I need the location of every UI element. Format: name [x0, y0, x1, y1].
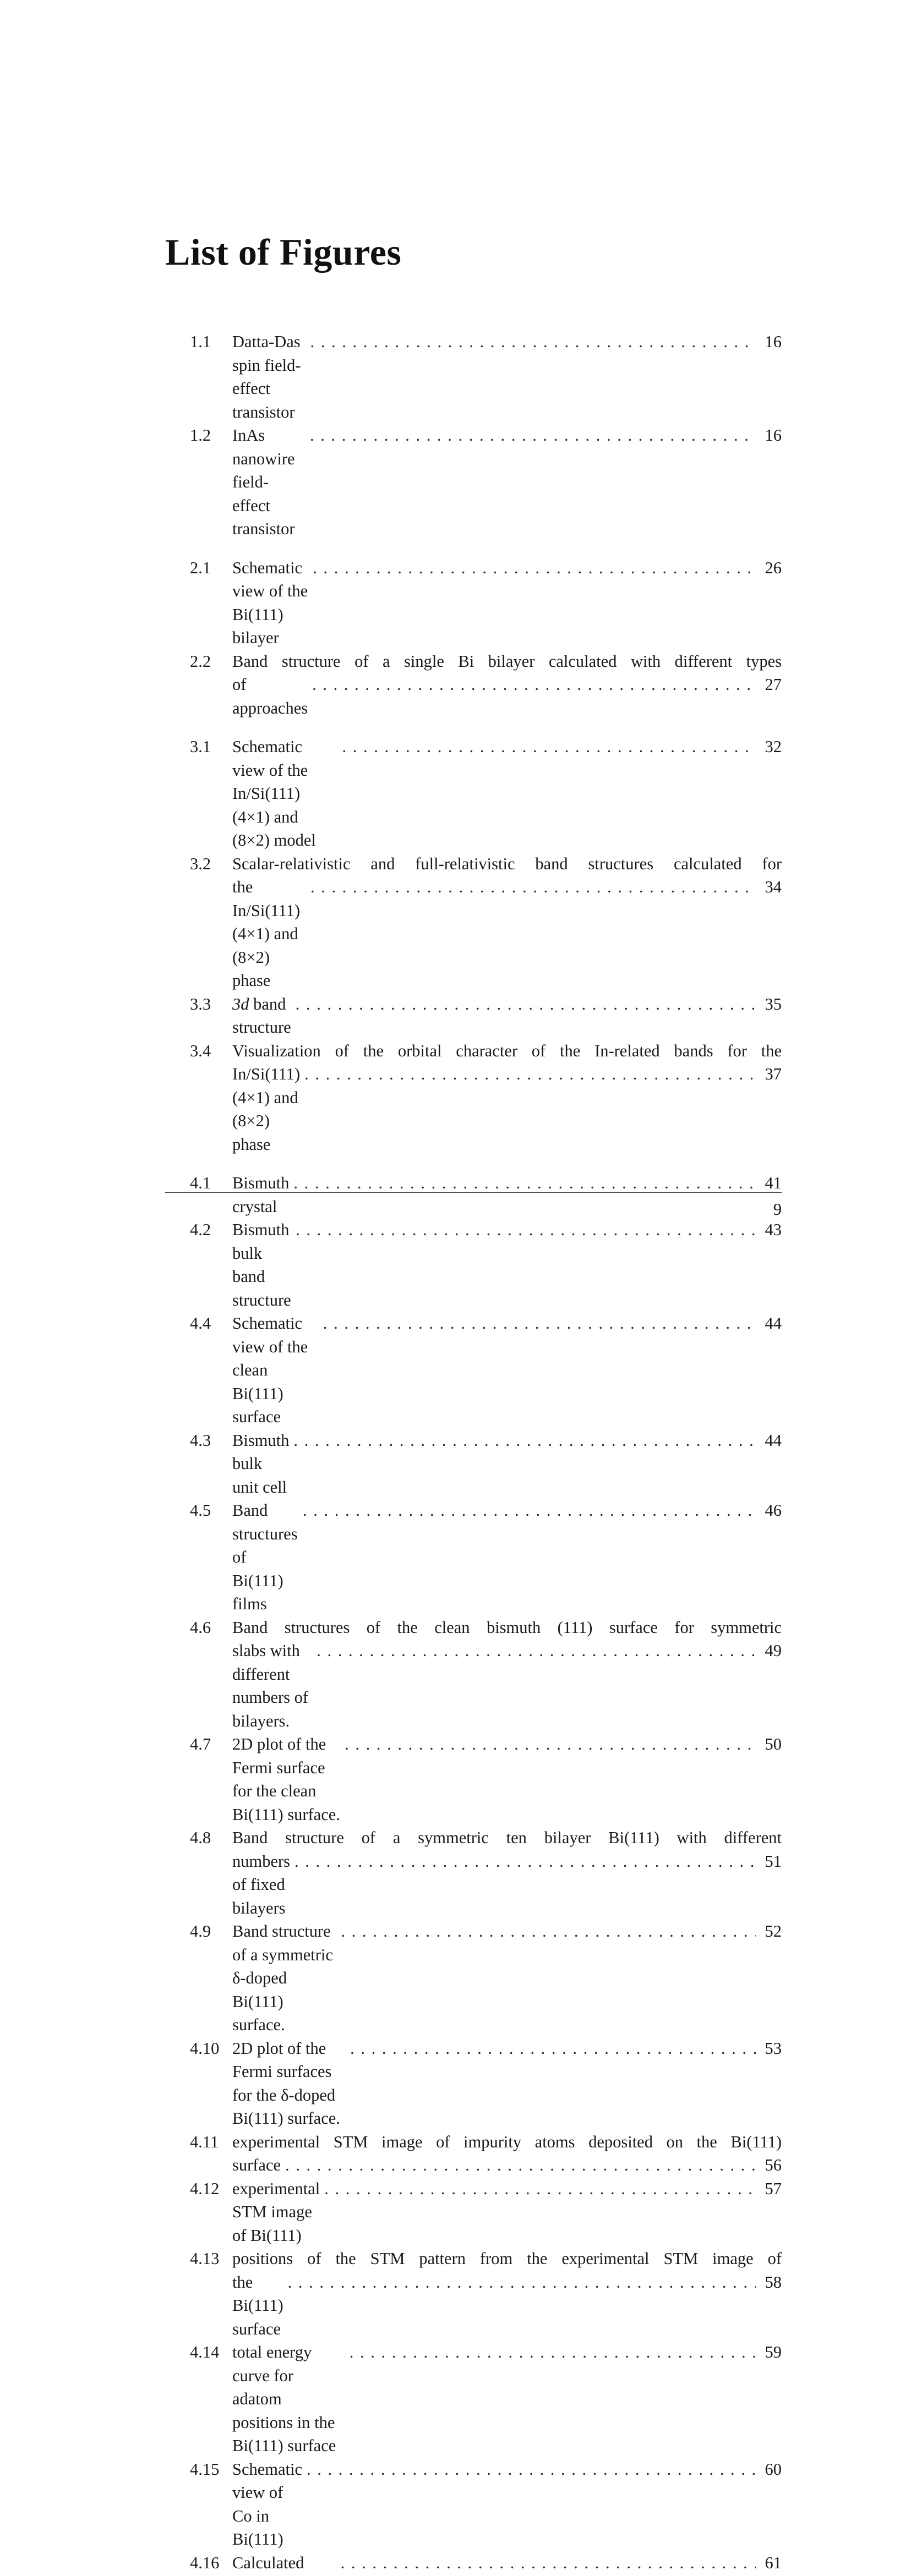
figure-page: 35 [756, 993, 782, 1016]
figure-entry[interactable] [190, 993, 782, 1039]
figure-entry[interactable] [190, 2341, 782, 2458]
figure-title: Bismuth bulk band structure [232, 1218, 291, 1312]
figure-entry[interactable] [190, 1171, 782, 1218]
figure-entry[interactable] [190, 1039, 782, 1157]
figure-title: Calculated [232, 2551, 336, 2576]
dot-leader [323, 1312, 756, 1335]
figure-title-line: Band structure of a symmetric ten bilayer Bi(111) with different [232, 1826, 782, 1850]
dot-leader [341, 1920, 756, 1943]
figure-title-line: Band structures of the clean bismuth (111) surface for symmetric [232, 1616, 782, 1640]
figure-page: 51 [756, 1850, 782, 1873]
figure-title: the Bi(111) surface [232, 2271, 283, 2341]
figure-number: 3.3 [190, 993, 211, 1016]
figure-title: Bismuth crystal [232, 1171, 289, 1218]
figure-number: 4.1 [190, 1171, 211, 1195]
figure-entry[interactable] [190, 735, 782, 852]
figure-page: 52 [756, 1920, 782, 1943]
figure-title-math: 3d [232, 995, 249, 1013]
figure-title: InAs nanowire field-effect transistor [232, 424, 306, 541]
footer-rule [165, 1192, 782, 1193]
figure-entry[interactable] [190, 1733, 782, 1826]
figure-page: 34 [756, 875, 782, 899]
figure-title-line: experimental STM image of impurity atoms deposited on the Bi(111) [232, 2130, 782, 2154]
figure-number: 4.6 [190, 1616, 211, 1640]
dot-leader [293, 1429, 756, 1453]
figure-title: numbers of fixed bilayers [232, 1850, 290, 1920]
figure-entry[interactable] [190, 1312, 782, 1429]
figure-entry[interactable] [190, 2551, 782, 2576]
figure-entry[interactable] [190, 1616, 782, 1733]
dot-leader [310, 424, 756, 447]
dot-leader [342, 735, 756, 759]
figure-number: 2.1 [190, 556, 211, 580]
figure-number: 3.4 [190, 1039, 211, 1063]
dot-leader [350, 2037, 756, 2060]
figure-group [190, 556, 782, 720]
dot-leader [317, 1639, 756, 1663]
dot-leader [350, 2341, 756, 2364]
figure-page: 49 [756, 1639, 782, 1663]
figure-entry[interactable] [190, 330, 782, 424]
figure-title: Bismuth bulk unit cell [232, 1429, 289, 1499]
dot-leader [313, 556, 756, 580]
dot-leader [310, 330, 756, 354]
figure-number: 4.15 [190, 2458, 219, 2481]
figure-title-line: positions of the STM pattern from the experimental STM image of [232, 2247, 782, 2271]
figure-title: Schematic view of the Bi(111) bilayer [232, 556, 308, 650]
figure-number: 3.2 [190, 852, 211, 876]
dot-leader [304, 1062, 756, 1086]
figure-page: 43 [756, 1218, 782, 1242]
dot-leader [345, 1733, 756, 1756]
figure-entry[interactable] [190, 1429, 782, 1499]
figure-page: 58 [756, 2271, 782, 2294]
figure-page: 37 [756, 1062, 782, 1086]
figure-page: 41 [756, 1171, 782, 1195]
dot-leader [324, 2177, 756, 2201]
figure-number: 1.2 [190, 424, 211, 447]
figure-page: 57 [756, 2177, 782, 2201]
figure-number: 2.2 [190, 650, 211, 673]
figure-title-text: band structure [232, 995, 291, 1037]
figure-number: 4.14 [190, 2341, 219, 2364]
dot-leader [285, 2153, 756, 2177]
page-number: 9 [743, 1198, 782, 1221]
figure-entry[interactable] [190, 2130, 782, 2177]
figure-entry[interactable] [190, 1218, 782, 1312]
dot-leader [288, 2271, 756, 2294]
figure-number: 4.2 [190, 1218, 211, 1242]
figure-title-line: Scalar-relativistic and full-relativistic band structures calculated for [232, 852, 782, 876]
figure-page: 32 [756, 735, 782, 759]
dot-leader [296, 993, 756, 1016]
figure-title: Schematic view of the In/Si(111) (4×1) and (8×2) model [232, 735, 338, 852]
figure-entry[interactable] [190, 424, 782, 541]
figure-title: of approaches [232, 673, 308, 720]
figure-title: Datta-Das spin field-effect transistor [232, 330, 306, 424]
figure-number: 4.8 [190, 1826, 211, 1850]
figure-title-line: Band structure of a single Bi bilayer calculated with different types [232, 650, 782, 673]
figure-entry[interactable] [190, 852, 782, 993]
figure-group [190, 735, 782, 1156]
figure-title: 2D plot of the Fermi surface for the clean Bi(111) surface. [232, 1733, 340, 1826]
figure-title [232, 993, 291, 1039]
figure-title: total energy curve for adatom positions in the Bi(111) surface [232, 2341, 345, 2458]
figure-entry[interactable] [190, 2458, 782, 2551]
list-of-figures [190, 330, 782, 2576]
figure-title: Band structures of Bi(111) films [232, 1499, 298, 1616]
figure-title: Schematic view of the clean Bi(111) surface [232, 1312, 319, 1429]
figure-number: 4.3 [190, 1429, 211, 1453]
figure-number: 4.7 [190, 1733, 211, 1756]
dot-leader [312, 673, 756, 697]
figure-page: 50 [756, 1733, 782, 1756]
dot-leader [341, 2551, 756, 2575]
figure-title: Schematic view of Co in Bi(111) [232, 2458, 302, 2551]
figure-number: 4.16 [190, 2551, 219, 2575]
figure-title: In/Si(111) (4×1) and (8×2) phase [232, 1062, 300, 1156]
figure-number: 1.1 [190, 330, 211, 354]
figure-page: 26 [756, 556, 782, 580]
figure-entry[interactable] [190, 1499, 782, 1616]
figure-number: 3.1 [190, 735, 211, 759]
figure-title: surface [232, 2153, 281, 2177]
figure-number: 4.9 [190, 1920, 211, 1943]
figure-entry[interactable] [190, 2247, 782, 2341]
figure-entry[interactable] [190, 1920, 782, 2037]
figure-entry[interactable] [190, 556, 782, 650]
dot-leader [294, 1850, 756, 1873]
figure-page: 59 [756, 2341, 782, 2364]
figure-page: 44 [756, 1312, 782, 1335]
figure-number: 4.11 [190, 2130, 219, 2154]
figure-title-line: Visualization of the orbital character of the In-related bands for the [232, 1039, 782, 1063]
figure-title: the In/Si(111) (4×1) and (8×2) phase [232, 875, 306, 993]
dot-leader [303, 1499, 756, 1522]
figure-page: 60 [756, 2458, 782, 2481]
figure-group [190, 330, 782, 541]
figure-page: 16 [756, 424, 782, 447]
figure-entry[interactable] [190, 1826, 782, 1920]
page-heading: List of Figures [165, 230, 401, 274]
figure-title: slabs with different numbers of bilayers. [232, 1639, 312, 1733]
figure-number: 4.10 [190, 2037, 219, 2060]
figure-page: 44 [756, 1429, 782, 1453]
dot-leader [293, 1171, 756, 1195]
figure-title: 2D plot of the Fermi surfaces for the δ-doped Bi(111) surface. [232, 2037, 346, 2130]
figure-number: 4.13 [190, 2247, 219, 2271]
dot-leader [307, 2458, 756, 2481]
figure-page: 27 [756, 673, 782, 697]
figure-entry[interactable] [190, 2037, 782, 2130]
figure-number: 4.4 [190, 1312, 211, 1335]
figure-page: 16 [756, 330, 782, 354]
figure-entry[interactable] [190, 650, 782, 720]
figure-page: 46 [756, 1499, 782, 1522]
figure-number: 4.12 [190, 2177, 219, 2201]
figure-group [190, 1171, 782, 2576]
figure-number: 4.5 [190, 1499, 211, 1522]
figure-entry[interactable] [190, 2177, 782, 2248]
figure-page: 61 [756, 2551, 782, 2575]
figure-page: 56 [756, 2153, 782, 2177]
dot-leader [296, 1218, 756, 1242]
dot-leader [310, 875, 756, 899]
figure-title: experimental STM image of Bi(111) [232, 2177, 320, 2248]
figure-page: 53 [756, 2037, 782, 2060]
figure-title: Band structure of a symmetric δ-doped Bi(111) surface. [232, 1920, 336, 2037]
